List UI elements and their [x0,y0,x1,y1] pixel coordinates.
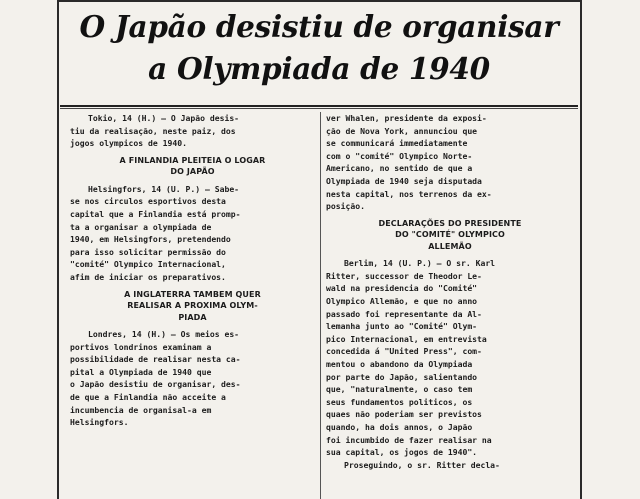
text-line: passado foi representante da Al- [326,308,482,319]
text-line: ta a organisar a olympiada de [70,221,212,232]
subheading: REALISAR A PROXIMA OLYM- [127,301,258,311]
text-line: se communicará immediatamente [326,138,468,149]
text-line: por parte do Japão, salientando [326,371,478,382]
column-divider [320,112,321,499]
text-line: sua capital, os jogos de 1940". [326,447,478,458]
text-line: nesta capital, nos terrenos da ex- [326,188,492,199]
subheading: A INGLATERRA TAMBEM QUER [124,289,261,299]
text-line: Londres, 14 (H.) — Os meios es- [88,329,240,340]
text-line: possibilidade de realisar nesta ca- [70,354,241,365]
left-column [70,112,315,429]
text-line: afim de iniciar os preparativos. [70,271,226,282]
text-line: tiu da realisação, neste paiz, dos [70,125,236,136]
headline-rule [60,105,578,107]
text-line: lemanha junto ao "Comité" Olym- [326,321,478,332]
text-line: Berlim, 14 (U. P.) — O sr. Karl [344,258,496,269]
text-line: Helsingfors. [70,417,129,428]
text-line: ção de Nova York, annunciou que [326,125,478,136]
text-line: seus fundamentos politicos, os [326,396,473,407]
text-line: Americano, no sentido de que a [326,163,473,174]
subheading: DECLARAÇÕES DO PRESIDENTE [378,218,522,228]
text-line: quando, ha dois annos, o Japão [326,421,473,432]
text-line: "comité" Olympico Internacional, [70,259,226,270]
text-line: Olympico Allemão, e que no anno [326,296,478,307]
text-line: Helsingfors, 14 (U. P.) — Sabe- [88,183,240,194]
text-line: Proseguindo, o sr. Ritter decla- [344,459,500,470]
text-line: que, "naturalmente, o caso tem [326,384,473,395]
subheading: DO "COMITÉ" OLYMPICO [395,230,505,240]
text-line: Tokio, 14 (H.) — O Japão desis- [88,113,240,123]
text-line: wald na presidencia do "Comité" [326,283,478,294]
frame-right-border [580,0,582,499]
text-line: o Japão desistiu de organisar, des- [70,379,241,390]
text-line: 1940, em Helsingfors, pretendendo [70,234,231,245]
text-line: pico Internacional, em entrevista [326,333,487,344]
text-line: jogos olympicos de 1940. [70,138,187,149]
headline-rule-thin [60,108,578,109]
text-line: com o "comité" Olympico Norte- [326,150,473,161]
right-column [326,112,574,471]
text-line: foi incumbido de fazer realisar na [326,434,492,445]
subheading: A FINLANDIA PLEITEIA O LOGAR [119,155,266,165]
text-line: quaes não poderiam ser previstos [326,409,482,420]
frame-left-border [57,0,59,499]
text-line: se nos circulos esportivos desta [70,196,226,207]
subheading: ALLEMÃO [428,241,472,251]
frame-top-border [57,0,582,2]
headline-line-1: O Japão desistiu de organisar [79,9,559,44]
text-line: ver Whalen, presidente da exposi- [326,113,487,123]
subheading: DO JAPÃO [170,167,215,177]
headline [60,6,578,90]
text-line: posição. [326,201,365,212]
text-line: concedida á "United Press", com- [326,346,482,357]
subheading: PIADA [178,312,207,322]
text-line: incumbencia de organisal-a em [70,404,212,415]
headline-line-2: a Olympiada de 1940 [148,51,490,86]
text-line: capital que a Finlandia está promp- [70,208,241,219]
text-line: Olympiada de 1940 seja disputada [326,175,482,186]
text-line: de que a Finlandia não acceite a [70,392,226,402]
text-line: mentou o abandono da Olympiada [326,359,473,369]
text-line: pital a Olympiada de 1940 que [70,366,212,377]
text-line: Ritter, successor de Theodor Le- [326,270,482,281]
text-line: portivos londrinos examinam a [70,341,212,352]
text-line: para isso solicitar permissão do [70,246,226,257]
